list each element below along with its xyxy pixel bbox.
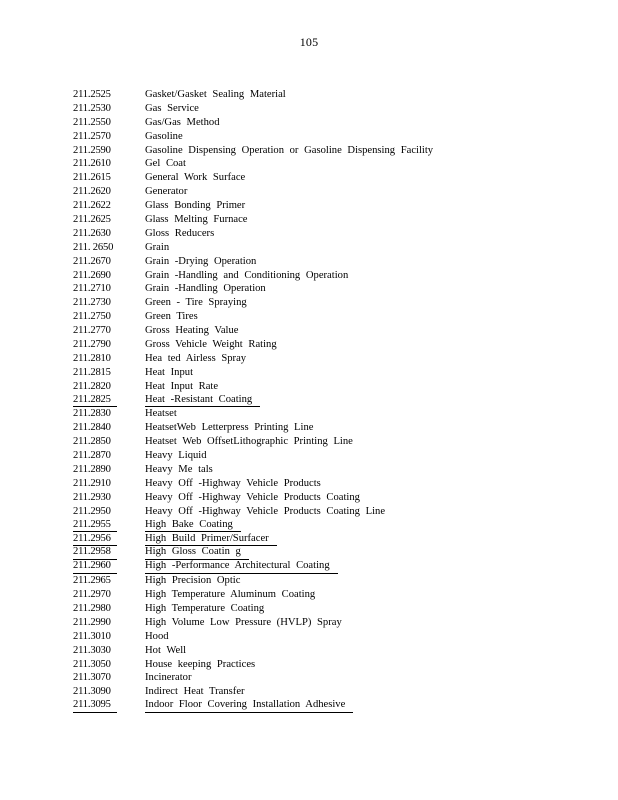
list-item [73,519,593,533]
list-item [73,352,593,366]
section-number: 211.2825 [73,394,117,408]
list-item [73,533,593,547]
list-item [73,616,593,630]
defined-term: Glass Melting Furnace [145,214,248,226]
list-item [73,449,593,463]
section-number: 211.2970 [73,589,111,601]
defined-term: Gel Coat [145,158,186,170]
defined-term: High Gloss Coatin g [145,546,249,560]
section-number: 211.2750 [73,311,111,323]
section-number: 211.2990 [73,616,111,628]
list-item [73,435,593,449]
defined-term: Heavy Liquid [145,450,207,462]
defined-term: Hood [145,630,169,642]
section-number: 211.2790 [73,339,111,351]
defined-term: General Work Surface [145,172,246,184]
section-number: 211.2910 [73,477,111,489]
defined-term: High Volume Low Pressure (HVLP) Spray [145,616,342,628]
defined-term: Heat -Resistant Coating [145,394,260,408]
list-item [73,630,593,644]
section-number: 211.2840 [73,422,111,434]
section-number: 211.2590 [73,144,111,156]
section-number: 211.3030 [73,644,111,656]
defined-term: Grain -Handling and Conditioning Operation [145,269,349,281]
defined-term: Grain [145,241,170,253]
list-item [73,685,593,699]
list-item [73,644,593,658]
list-item [73,324,593,338]
section-number: 211.2615 [73,172,111,184]
section-number: 211.2550 [73,116,111,128]
list-item [73,213,593,227]
defined-term: High Precision Optic [145,575,241,587]
defined-term: Indoor Floor Covering Installation Adhesive [145,699,353,713]
defined-term: High Temperature Coating [145,602,265,614]
list-item [73,130,593,144]
list-item [73,185,593,199]
defined-term: Heavy Off -Highway Vehicle Products Coating [145,491,360,503]
list-item [73,477,593,491]
list-item [73,407,593,421]
section-number: 211.2630 [73,227,111,239]
section-number: 211.2690 [73,269,111,281]
list-item [73,144,593,158]
section-number: 211.3095 [73,699,117,713]
list-item [73,546,593,560]
defined-term: Hot Well [145,644,187,656]
list-item [73,227,593,241]
section-number: 211.2960 [73,560,117,574]
defined-term: Hea ted Airless Spray [145,352,247,364]
defined-term: Generator [145,186,188,198]
section-number: 211.2850 [73,436,111,448]
defined-term: High Temperature Aluminum Coating [145,589,316,601]
defined-term: Heavy Off -Highway Vehicle Products [145,477,321,489]
defined-term: Gross Vehicle Weight Rating [145,339,277,351]
list-item [73,574,593,588]
defined-term: Gasoline [145,130,183,142]
section-number: 211.2625 [73,214,111,226]
list-item [73,366,593,380]
defined-term: Gas Service [145,102,199,114]
defined-term: Heavy Off -Highway Vehicle Products Coating Line [145,505,386,517]
section-number: 211.2610 [73,158,111,170]
list-item [73,102,593,116]
defined-term: Indirect Heat Transfer [145,686,245,698]
section-number: 211.2620 [73,186,111,198]
section-number: 211.2622 [73,200,111,212]
list-item [73,282,593,296]
section-number: 211.3070 [73,672,111,684]
section-number: 211.2570 [73,130,111,142]
list-item [73,255,593,269]
section-number: 211.2956 [73,533,117,547]
list-item [73,602,593,616]
defined-term: Grain -Drying Operation [145,255,257,267]
section-number: 211.2730 [73,297,111,309]
defined-term: High -Performance Architectural Coating [145,560,338,574]
section-number: 211.3010 [73,630,111,642]
list-item [73,671,593,685]
defined-term: HeatsetWeb Letterpress Printing Line [145,422,314,434]
section-number: 211.2980 [73,602,111,614]
section-number: 211.2810 [73,352,111,364]
list-item [73,588,593,602]
section-number: 211.2950 [73,505,111,517]
defined-term: Heat Input Rate [145,380,219,392]
defined-term: Heatset [145,408,177,420]
list-item [73,380,593,394]
section-number: 211.2770 [73,325,111,337]
list-item [73,241,593,255]
defined-term: Heavy Me tals [145,464,213,476]
defined-term: Green - Tire Spraying [145,297,247,309]
defined-term: Gasoline Dispensing Operation or Gasoline Dispensing Facility [145,144,434,156]
section-number: 211.2890 [73,464,111,476]
section-number: 211.2710 [73,283,111,295]
defined-term: Gloss Reducers [145,227,215,239]
section-number: 211.2820 [73,380,111,392]
defined-term: Incinerator [145,672,192,684]
defined-term: Glass Bonding Primer [145,200,246,212]
list-item [73,199,593,213]
defined-term: Gasket/Gasket Sealing Material [145,89,286,100]
list-item [73,171,593,185]
section-number: 211.2965 [73,575,111,587]
section-number: 211.2530 [73,102,111,114]
list-item [73,560,593,574]
list-item [73,88,593,102]
defined-term: High Bake Coating [145,519,241,533]
list-item [73,463,593,477]
section-number: 211.2870 [73,450,111,462]
section-number: 211.3090 [73,686,111,698]
section-number: 211.2958 [73,546,117,560]
list-item [73,658,593,672]
list-item [73,394,593,408]
defined-term: Heat Input [145,366,194,378]
defined-term: Green Tires [145,311,198,323]
definitions-list [73,88,593,713]
list-item [73,296,593,310]
section-number: 211.2955 [73,519,117,533]
section-number: 211.2815 [73,366,111,378]
section-number: 211.2525 [73,89,111,100]
list-item [73,157,593,171]
list-item [73,491,593,505]
section-number: 211. 2650 [73,241,114,253]
list-item [73,310,593,324]
defined-term: High Build Primer/Surfacer [145,533,277,547]
defined-term: House keeping Practices [145,658,256,670]
defined-term: Grain -Handling Operation [145,283,266,295]
page-number: 105 [299,35,319,49]
list-item [73,269,593,283]
section-number: 211.3050 [73,658,111,670]
section-number: 211.2670 [73,255,111,267]
list-item [73,421,593,435]
defined-term: Gas/Gas Method [145,116,220,128]
section-number: 211.2930 [73,491,111,503]
list-item [73,116,593,130]
list-item [73,699,593,713]
list-item [73,505,593,519]
defined-term: Gross Heating Value [145,325,239,337]
list-item [73,338,593,352]
defined-term: Heatset Web OffsetLithographic Printing Line [145,436,353,448]
section-number: 211.2830 [73,408,111,420]
